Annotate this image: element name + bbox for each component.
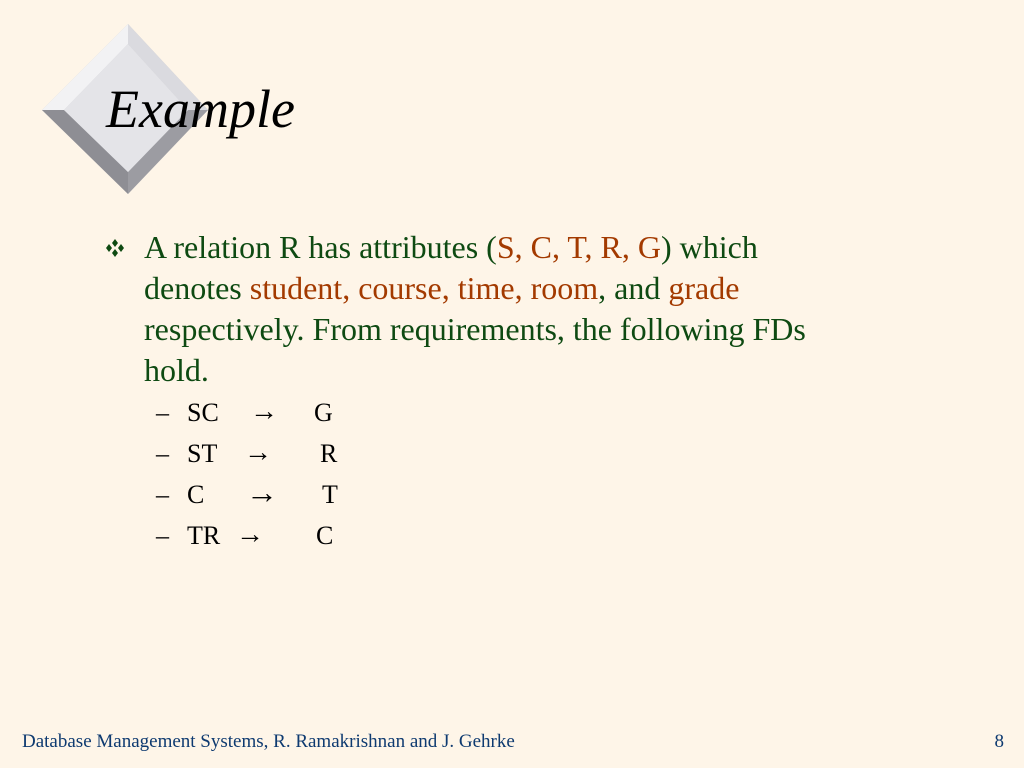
fd-rhs: G [314, 398, 333, 427]
fd-lhs: TR [187, 521, 221, 550]
right-arrow-icon: → [250, 396, 278, 427]
dash: – [156, 521, 169, 550]
fd-item [156, 396, 396, 437]
dash: – [156, 480, 169, 509]
fd-rhs: R [320, 439, 338, 468]
bullet-text-segment: , and [598, 270, 669, 306]
right-arrow-icon: → [236, 519, 264, 550]
attribute-list: S, C, T, R, G [496, 229, 661, 265]
fd-item [156, 519, 396, 560]
slide-title: Example [106, 79, 295, 139]
fd-rhs: C [316, 521, 334, 550]
footer-source: Database Management Systems, R. Ramakrishnan and J. Gehrke [22, 731, 515, 752]
fd-lhs: SC [187, 398, 219, 427]
attribute-names: student, course, time, room [249, 270, 599, 306]
fd-lhs: C [187, 480, 205, 509]
fd-item [156, 474, 396, 519]
bullet-text-segment: ) which [661, 229, 758, 265]
dash: – [156, 439, 169, 468]
right-arrow-icon: → [244, 437, 272, 468]
bullet-paragraph [144, 227, 964, 391]
page-number: 8 [994, 731, 1004, 752]
bullet-text-segment: denotes [144, 270, 250, 306]
bullet-text-segment: respectively. From requirements, the following FDs [144, 311, 806, 347]
right-arrow-icon: → [246, 474, 278, 510]
dash: – [156, 398, 169, 427]
fd-list [156, 396, 396, 560]
bullet-text-segment: hold. [144, 352, 209, 388]
fd-rhs: T [322, 480, 338, 509]
fd-lhs: ST [187, 439, 218, 468]
bullet-text-segment: A relation R has attributes ( [144, 229, 497, 265]
bullet-diamond-icon [106, 238, 124, 258]
fd-item [156, 437, 396, 478]
grade-term: grade [668, 270, 740, 306]
